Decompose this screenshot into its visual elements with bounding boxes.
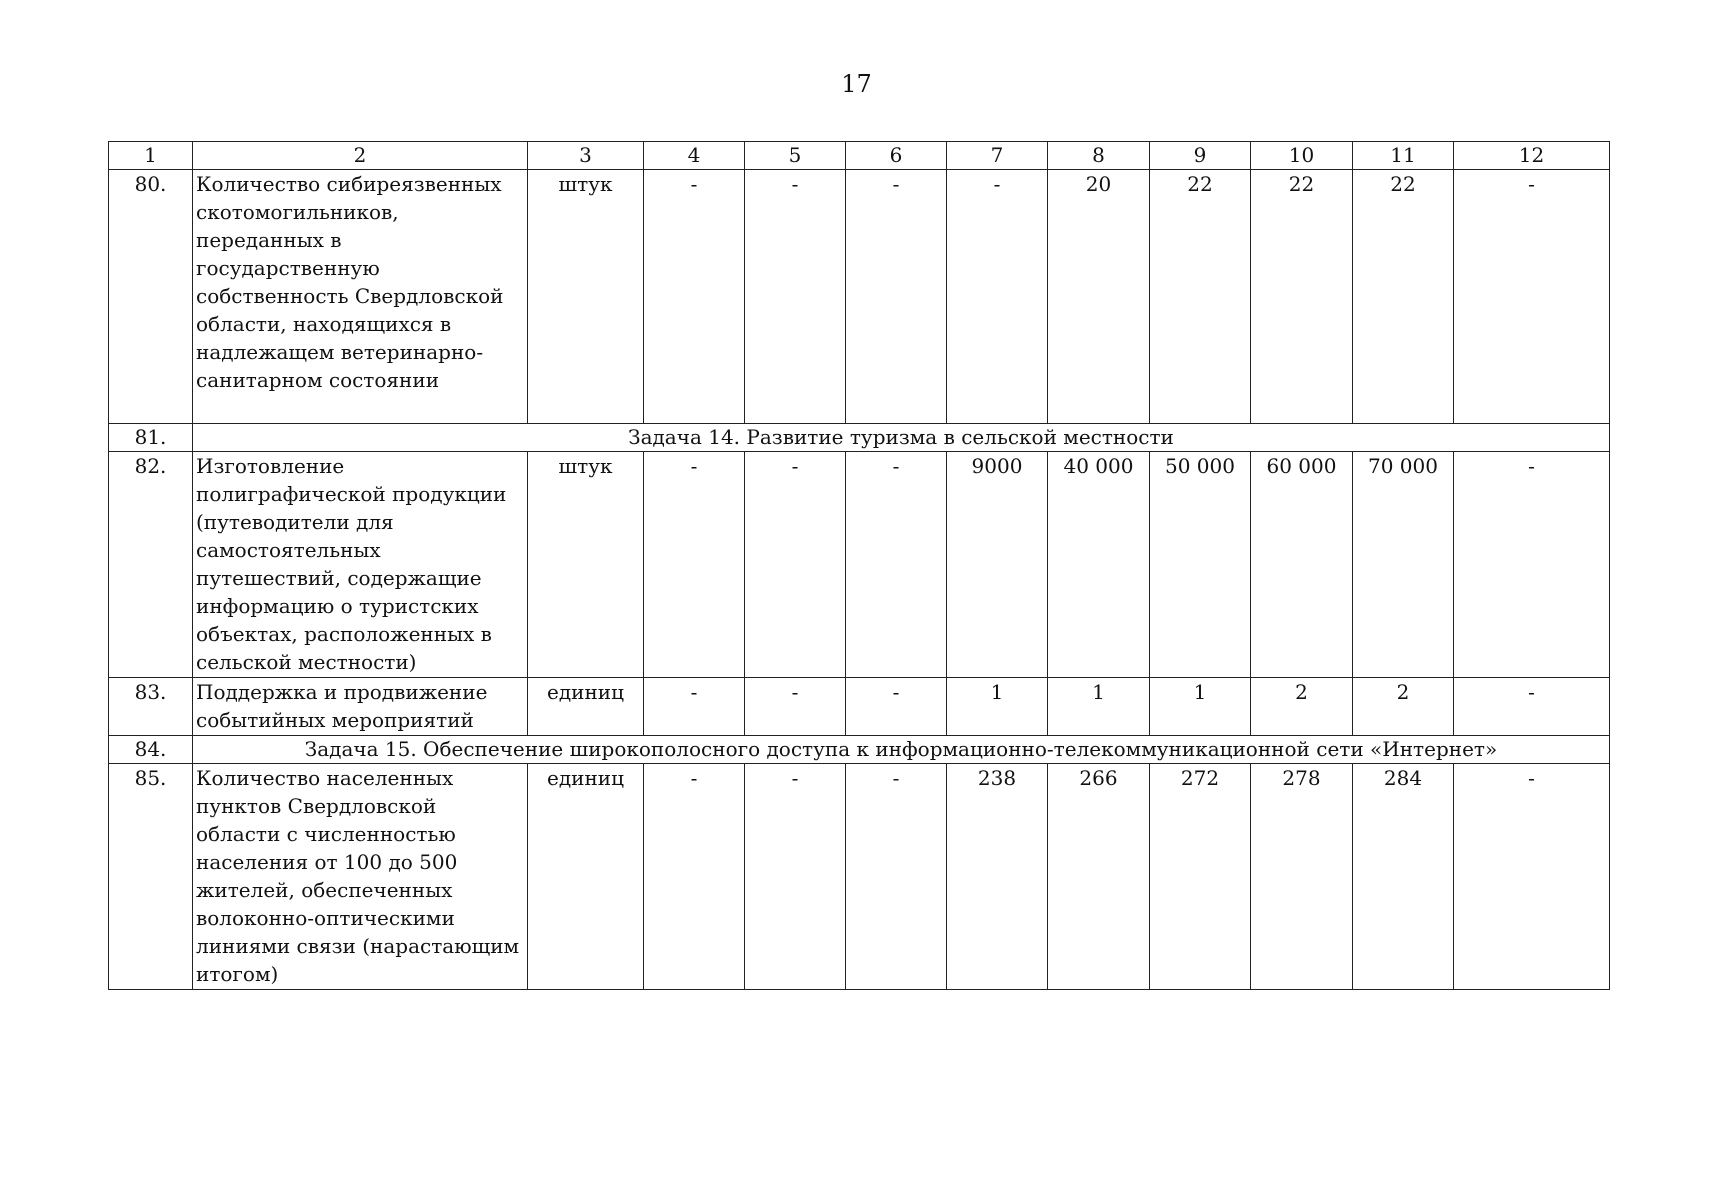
value-cell: 70 000 <box>1353 452 1454 678</box>
value-cell: 40 000 <box>1048 452 1150 678</box>
value-cell: - <box>644 170 745 424</box>
value-cell: - <box>745 170 846 424</box>
value-cell: - <box>745 452 846 678</box>
task-row <box>109 736 1610 764</box>
indicator-name: Количество сибиреязвенных скотомогильников, переданных в государственную собственность Свердловской области, находящихся в надлежащем ветеринарно-санитарном состоянии <box>193 170 528 424</box>
column-header: 5 <box>745 142 846 170</box>
value-cell: 1 <box>947 678 1048 736</box>
row-number: 85. <box>109 764 193 990</box>
unit: штук <box>528 452 644 678</box>
value-cell: - <box>1454 170 1610 424</box>
value-cell: 284 <box>1353 764 1454 990</box>
unit: единиц <box>528 678 644 736</box>
value-cell: - <box>644 678 745 736</box>
value-cell: - <box>644 764 745 990</box>
value-cell: 266 <box>1048 764 1150 990</box>
row-number: 84. <box>109 736 193 764</box>
column-header: 10 <box>1251 142 1353 170</box>
value-cell: - <box>1454 452 1610 678</box>
task-title: Задача 14. Развитие туризма в сельской местности <box>193 424 1610 452</box>
column-header: 8 <box>1048 142 1150 170</box>
table-row <box>109 452 1610 678</box>
row-number: 83. <box>109 678 193 736</box>
value-cell: - <box>644 452 745 678</box>
value-cell: 9000 <box>947 452 1048 678</box>
value-cell: - <box>846 764 947 990</box>
indicator-name: Изготовление полиграфической продукции (путеводители для самостоятельных путешествий, содержащие информацию о туристских объектах, расположенных в сельской местности) <box>193 452 528 678</box>
indicators-table <box>108 141 1610 990</box>
table-body <box>109 142 1610 990</box>
row-number: 80. <box>109 170 193 424</box>
table-row <box>109 170 1610 424</box>
value-cell: - <box>846 170 947 424</box>
value-cell: 278 <box>1251 764 1353 990</box>
value-cell: - <box>846 678 947 736</box>
value-cell: 2 <box>1353 678 1454 736</box>
column-header: 7 <box>947 142 1048 170</box>
task-title: Задача 15. Обеспечение широкополосного доступа к информационно-телекоммуникационной сети «Интернет» <box>193 736 1610 764</box>
table-row <box>109 764 1610 990</box>
value-cell: 50 000 <box>1150 452 1251 678</box>
value-cell: - <box>846 452 947 678</box>
row-number: 82. <box>109 452 193 678</box>
column-header: 4 <box>644 142 745 170</box>
column-header: 3 <box>528 142 644 170</box>
unit: единиц <box>528 764 644 990</box>
value-cell: 272 <box>1150 764 1251 990</box>
value-cell: - <box>947 170 1048 424</box>
value-cell: 238 <box>947 764 1048 990</box>
header-row <box>109 142 1610 170</box>
column-header: 1 <box>109 142 193 170</box>
value-cell: 60 000 <box>1251 452 1353 678</box>
column-header: 2 <box>193 142 528 170</box>
value-cell: 2 <box>1251 678 1353 736</box>
value-cell: 22 <box>1353 170 1454 424</box>
column-header: 9 <box>1150 142 1251 170</box>
column-header: 12 <box>1454 142 1610 170</box>
value-cell: 1 <box>1150 678 1251 736</box>
row-number: 81. <box>109 424 193 452</box>
column-header: 11 <box>1353 142 1454 170</box>
task-row <box>109 424 1610 452</box>
value-cell: - <box>745 678 846 736</box>
value-cell: 1 <box>1048 678 1150 736</box>
column-header: 6 <box>846 142 947 170</box>
indicator-name: Поддержка и продвижение событийных мероприятий <box>193 678 528 736</box>
unit: штук <box>528 170 644 424</box>
value-cell: 22 <box>1150 170 1251 424</box>
table-row <box>109 678 1610 736</box>
value-cell: 22 <box>1251 170 1353 424</box>
value-cell: - <box>1454 678 1610 736</box>
value-cell: 20 <box>1048 170 1150 424</box>
page-number: 17 <box>841 70 872 98</box>
value-cell: - <box>1454 764 1610 990</box>
indicator-name: Количество населенных пунктов Свердловской области с численностью населения от 100 до 500 жителей, обеспеченных волоконно-оптическими линиями связи (нарастающим итогом) <box>193 764 528 990</box>
value-cell: - <box>745 764 846 990</box>
